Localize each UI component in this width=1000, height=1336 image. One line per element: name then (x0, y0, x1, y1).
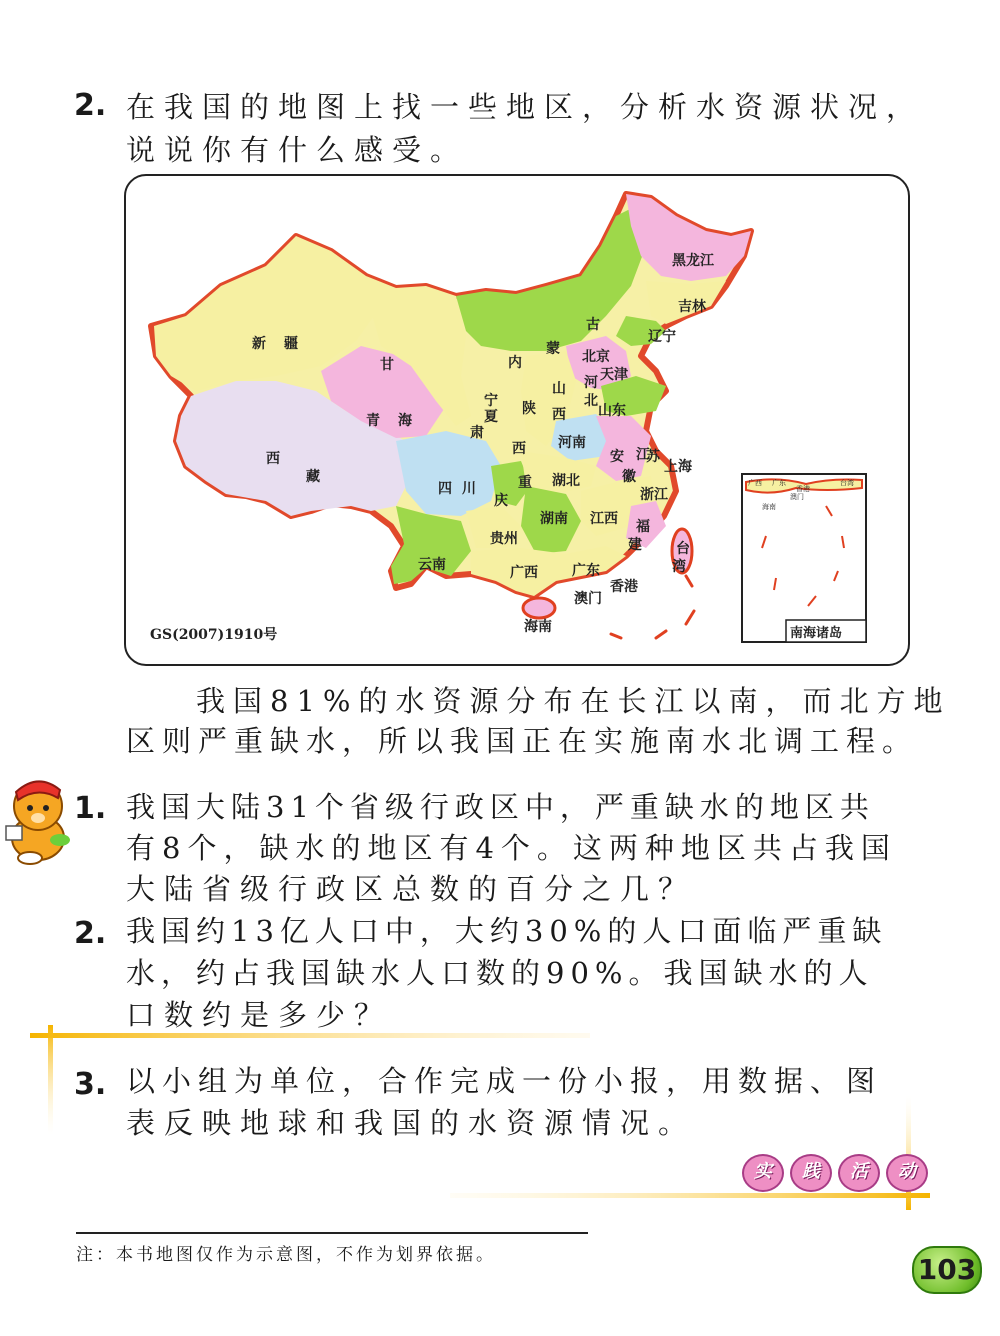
label-liaoning: 辽宁 (648, 329, 676, 345)
label-xizang-1: 西 (266, 451, 280, 467)
china-map-figure (124, 174, 910, 666)
label-ningxia-2: 夏 (484, 409, 498, 425)
label-jiangsu-2: 苏 (646, 449, 660, 465)
label-heilongjiang: 黑龙江 (672, 253, 714, 269)
label-shanxi-1: 山 (552, 381, 566, 397)
label-sichuan-1: 四 (438, 481, 452, 497)
label-shanxi-2: 西 (552, 407, 566, 423)
bear-mascot-icon (0, 770, 76, 866)
label-tianjin: 天津 (600, 367, 628, 383)
page-number: 103 (912, 1246, 982, 1294)
question-1-line1: 我国大陆31个省级行政区中，严重缺水的地区共 (126, 790, 875, 824)
label-hubei: 湖北 (552, 473, 580, 489)
label-hebei-2: 北 (584, 393, 598, 409)
badge-char: 实 (742, 1154, 784, 1192)
info-line1: 我国81%的水资源分布在长江以南，而北方地 (196, 684, 951, 718)
question-1-line3: 大陆省级行政区总数的百分之几？ (126, 872, 697, 906)
inset-small-label-taiwan: 台湾 (840, 479, 854, 487)
badge-char: 践 (790, 1154, 832, 1192)
label-taiwan-2: 湾 (672, 559, 686, 575)
section-number: 2. (74, 88, 107, 123)
label-zhejiang: 浙江 (640, 487, 668, 503)
label-neimenggu-1: 内 (508, 355, 522, 371)
question-1-number: 1. (74, 791, 107, 826)
question-3-line1: 以小组为单位，合作完成一份小报，用数据、图 (126, 1064, 883, 1098)
badge-char: 动 (886, 1154, 928, 1192)
label-hunan: 湖南 (540, 511, 568, 527)
inset-label: 南海诸岛 (790, 626, 843, 641)
question-2-line3: 口数约是多少？ (126, 998, 393, 1032)
label-shaanxi-1: 陕 (522, 401, 536, 417)
label-jiangxi: 江西 (590, 511, 618, 527)
label-xizang-2: 藏 (306, 469, 320, 485)
label-henan: 河南 (558, 435, 586, 451)
label-jilin: 吉林 (678, 299, 706, 315)
label-taiwan-1: 台 (676, 541, 690, 557)
label-hainan: 海南 (524, 619, 552, 635)
label-jiangsu-1: 江 (636, 447, 650, 463)
label-hebei-1: 河 (584, 375, 598, 391)
inset-small-label-macau: 澳门 (790, 493, 804, 501)
label-shandong: 山东 (598, 403, 626, 419)
section-text-line2: 说说你有什么感受。 (126, 133, 469, 167)
label-chongqing-1: 重 (518, 475, 532, 491)
label-fujian-2: 建 (628, 537, 642, 553)
label-guangdong: 广东 (572, 563, 600, 579)
label-xinjiang-2: 疆 (284, 336, 298, 352)
footnote-divider (76, 1232, 588, 1234)
question-2-number: 2. (74, 916, 107, 951)
hainan-island (523, 598, 555, 618)
label-hongkong: 香港 (610, 579, 638, 595)
label-anhui-1: 安 (610, 449, 624, 465)
practice-activity-badge (742, 1154, 934, 1192)
label-qinghai-1: 青 (366, 413, 380, 429)
question-1-line2: 有8个，缺水的地区有4个。这两种地区共占我国 (126, 831, 897, 865)
label-shanghai: 上海 (664, 459, 692, 475)
label-neimenggu-2: 蒙 (546, 341, 560, 357)
label-ningxia-1: 宁 (484, 393, 498, 409)
inset-small-label-guangdong: 广东 (772, 479, 786, 487)
label-sichuan-2: 川 (462, 481, 476, 497)
china-map-drawing (126, 176, 908, 664)
badge-char: 活 (838, 1154, 880, 1192)
label-neimenggu-3: 古 (586, 317, 600, 333)
label-xinjiang-1: 新 (252, 336, 266, 352)
inset-small-label-hongkong: 香港 (796, 485, 810, 493)
question-3-line2: 表反映地球和我国的水资源情况。 (126, 1106, 697, 1140)
label-chongqing-2: 庆 (494, 493, 508, 509)
label-gansu-1: 甘 (380, 357, 394, 373)
label-macau: 澳门 (574, 591, 602, 607)
footnote-text: 注：本书地图仅作为示意图，不作为划界依据。 (76, 1245, 496, 1265)
label-fujian-1: 福 (636, 519, 650, 535)
question-3-number: 3. (74, 1067, 107, 1102)
label-guizhou: 贵州 (490, 531, 518, 547)
label-anhui-2: 徽 (622, 469, 636, 485)
map-approval-code: GS(2007)1910号 (150, 627, 278, 643)
label-shaanxi-2: 西 (512, 441, 526, 457)
label-beijing: 北京 (582, 349, 610, 365)
section-text-line1: 在我国的地图上找一些地区，分析水资源状况， (126, 90, 925, 124)
label-guangxi: 广西 (510, 565, 538, 581)
inset-small-label-guangxi: 广西 (748, 479, 762, 487)
info-line2: 区则严重缺水，所以我国正在实施南水北调工程。 (126, 724, 919, 758)
label-qinghai-2: 海 (398, 413, 412, 429)
label-gansu-2: 肃 (470, 425, 484, 441)
inset-small-label-hainan: 海南 (762, 503, 776, 511)
label-yunnan: 云南 (418, 557, 446, 573)
question-2-line2: 水，约占我国缺水人口数的90%。我国缺水的人 (126, 956, 874, 990)
south-sea-inset (742, 474, 866, 642)
question-2-line1: 我国约13亿人口中，大约30%的人口面临严重缺 (126, 914, 888, 948)
